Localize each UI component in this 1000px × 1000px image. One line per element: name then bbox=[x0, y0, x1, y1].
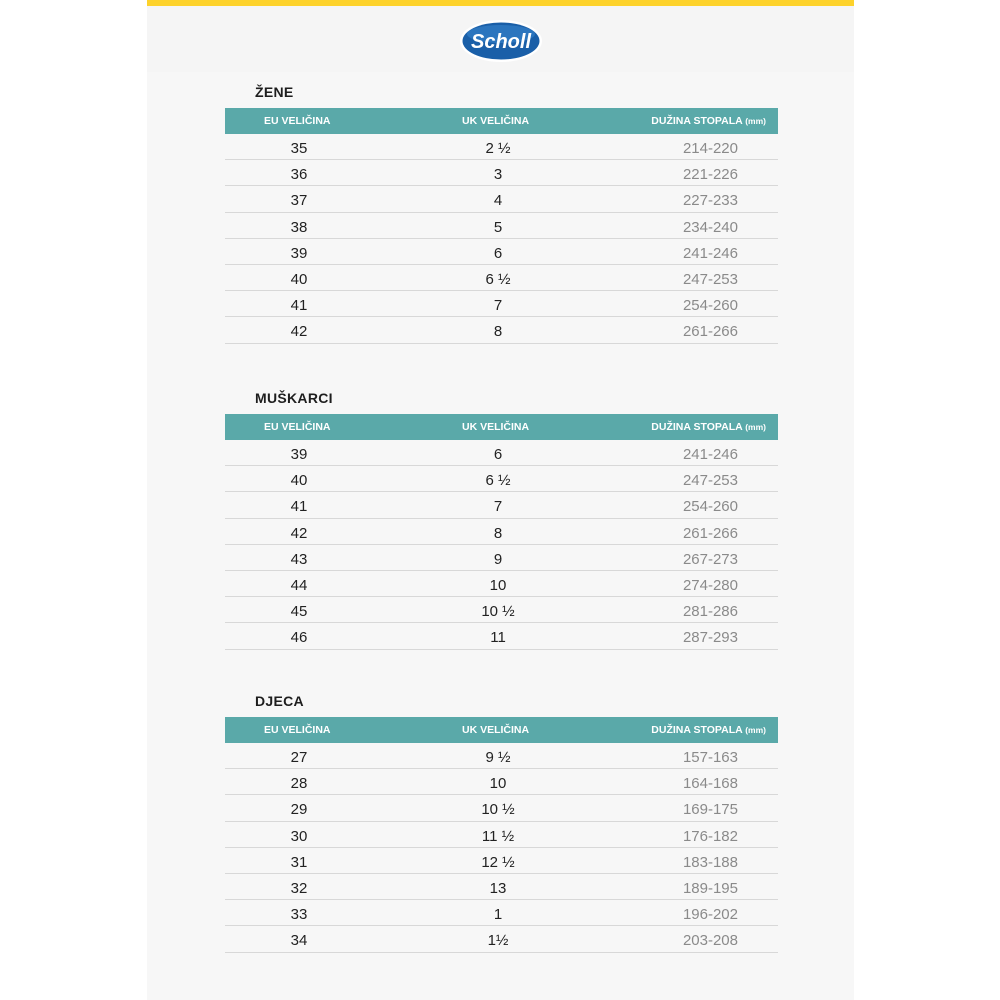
foot-length-cell: 169-175 bbox=[682, 801, 738, 819]
col-length-header: DUŽINA STOPALA (mm) bbox=[651, 421, 766, 433]
foot-length-cell: 261-266 bbox=[682, 524, 738, 542]
col-eu-header: EU VELIČINA bbox=[264, 115, 331, 127]
foot-length-cell: 196-202 bbox=[682, 906, 738, 924]
table-row: 46 11 287-293 bbox=[225, 623, 778, 649]
col-uk-header: UK VELIČINA bbox=[462, 115, 530, 127]
foot-length-cell: 214-220 bbox=[682, 140, 738, 157]
uk-size-cell: 1 bbox=[493, 906, 503, 924]
uk-size-cell: 10 ½ bbox=[481, 603, 515, 621]
uk-size-cell: 6 ½ bbox=[485, 270, 511, 288]
uk-size-cell: 7 bbox=[493, 297, 503, 315]
col-uk-header: UK VELIČINA bbox=[462, 724, 530, 736]
foot-length-cell: 183-188 bbox=[682, 853, 738, 871]
uk-size-cell: 5 bbox=[493, 218, 503, 236]
table-row: 38 5 234-240 bbox=[225, 213, 778, 239]
table-body bbox=[225, 743, 778, 953]
uk-size-cell: 9 ½ bbox=[485, 749, 511, 766]
foot-length-cell: 247-253 bbox=[682, 472, 738, 490]
table-row: 41 7 254-260 bbox=[225, 291, 778, 317]
table-row: 40 6 ½ 247-253 bbox=[225, 265, 778, 291]
table-row: 31 12 ½ 183-188 bbox=[225, 848, 778, 874]
table-row: 32 13 189-195 bbox=[225, 874, 778, 900]
uk-size-cell: 2 ½ bbox=[485, 140, 511, 157]
foot-length-cell: 176-182 bbox=[682, 827, 738, 845]
foot-length-cell: 267-273 bbox=[682, 550, 738, 568]
foot-length-cell: 281-286 bbox=[682, 603, 738, 621]
table-row: 44 10 274-280 bbox=[225, 571, 778, 597]
section-title: ŽENE bbox=[255, 84, 294, 100]
uk-size-cell: 13 bbox=[489, 879, 507, 897]
uk-size-cell: 10 bbox=[489, 576, 507, 594]
foot-length-cell: 254-260 bbox=[682, 498, 738, 516]
logo-text: Scholl bbox=[470, 31, 532, 53]
uk-size-cell: 11 bbox=[490, 629, 506, 647]
table-row: 36 3 221-226 bbox=[225, 160, 778, 186]
col-length-header: DUŽINA STOPALA (mm) bbox=[651, 724, 766, 736]
uk-size-cell: 8 bbox=[493, 524, 503, 542]
col-length-header: DUŽINA STOPALA (mm) bbox=[651, 115, 766, 127]
section-title: DJECA bbox=[255, 693, 304, 709]
table-row: 34 1½ 203-208 bbox=[225, 926, 778, 952]
table-row: 33 1 196-202 bbox=[225, 900, 778, 926]
foot-length-cell: 241-246 bbox=[682, 446, 738, 463]
foot-length-cell: 157-163 bbox=[682, 749, 738, 766]
table-body bbox=[225, 440, 778, 650]
col-eu-header: EU VELIČINA bbox=[264, 421, 331, 433]
uk-size-cell: 10 bbox=[489, 775, 507, 793]
table-row: 30 11 ½ 176-182 bbox=[225, 822, 778, 848]
foot-length-cell: 247-253 bbox=[682, 270, 738, 288]
table-header bbox=[225, 414, 778, 440]
table-header bbox=[225, 717, 778, 743]
foot-length-cell: 164-168 bbox=[682, 775, 738, 793]
uk-size-cell: 11 ½ bbox=[481, 827, 515, 845]
table-row: 43 9 267-273 bbox=[225, 545, 778, 571]
uk-size-cell: 6 bbox=[493, 446, 503, 463]
table-row: 42 8 261-266 bbox=[225, 317, 778, 343]
foot-length-cell: 254-260 bbox=[682, 297, 738, 315]
foot-length-cell: 189-195 bbox=[682, 879, 738, 897]
scholl-logo bbox=[459, 19, 543, 63]
table-row: 39 6 241-246 bbox=[225, 440, 778, 466]
uk-size-cell: 7 bbox=[493, 498, 503, 516]
table-body bbox=[225, 134, 778, 344]
col-eu-header: EU VELIČINA bbox=[264, 724, 331, 736]
table-row: 37 4 227-233 bbox=[225, 186, 778, 212]
table-row: 27 9 ½ 157-163 bbox=[225, 743, 778, 769]
uk-size-cell: 10 ½ bbox=[481, 801, 515, 819]
foot-length-cell: 203-208 bbox=[682, 932, 738, 950]
table-row: 39 6 241-246 bbox=[225, 239, 778, 265]
section-title: MUŠKARCI bbox=[255, 390, 333, 406]
uk-size-cell: 8 bbox=[493, 323, 503, 341]
uk-size-cell: 4 bbox=[493, 192, 503, 210]
table-row: 28 10 164-168 bbox=[225, 769, 778, 795]
uk-size-cell: 9 bbox=[493, 550, 503, 568]
col-uk-header: UK VELIČINA bbox=[462, 421, 530, 433]
table-row: 42 8 261-266 bbox=[225, 519, 778, 545]
uk-size-cell: 6 bbox=[493, 244, 503, 262]
foot-length-cell: 274-280 bbox=[682, 576, 738, 594]
foot-length-cell: 261-266 bbox=[682, 323, 738, 341]
foot-length-cell: 287-293 bbox=[682, 629, 738, 647]
foot-length-cell: 241-246 bbox=[682, 244, 738, 262]
uk-size-cell: 1½ bbox=[487, 932, 509, 950]
uk-size-cell: 6 ½ bbox=[485, 472, 511, 490]
table-row: 35 2 ½ 214-220 bbox=[225, 134, 778, 160]
foot-length-cell: 227-233 bbox=[682, 192, 738, 210]
foot-length-cell: 234-240 bbox=[682, 218, 738, 236]
table-row: 29 10 ½ 169-175 bbox=[225, 795, 778, 821]
uk-size-cell: 3 bbox=[493, 166, 503, 184]
uk-size-cell: 12 ½ bbox=[481, 853, 515, 871]
table-header bbox=[225, 108, 778, 134]
table-row: 45 10 ½ 281-286 bbox=[225, 597, 778, 623]
table-row: 40 6 ½ 247-253 bbox=[225, 466, 778, 492]
table-row: 41 7 254-260 bbox=[225, 492, 778, 518]
foot-length-cell: 221-226 bbox=[682, 166, 738, 184]
